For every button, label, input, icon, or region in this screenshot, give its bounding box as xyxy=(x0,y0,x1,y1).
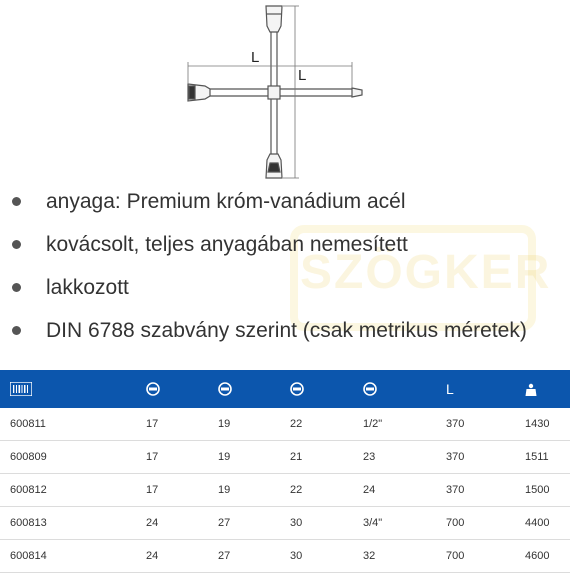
article-number-cell: 600814 xyxy=(10,550,47,562)
bullet-icon xyxy=(12,283,21,292)
length-header: L xyxy=(446,381,454,397)
table-cell: 30 xyxy=(290,517,303,529)
feature-item xyxy=(0,315,570,358)
article-number-cell: 600812 xyxy=(10,484,47,496)
article-number-cell: 600813 xyxy=(10,517,47,529)
table-cell: 370 xyxy=(446,451,465,463)
hex-socket-icon xyxy=(218,370,232,408)
table-cell: 27 xyxy=(218,517,231,529)
feature-text: kovácsolt, teljes anyagában nemesített xyxy=(46,233,408,256)
hex-socket-icon xyxy=(146,370,160,408)
hex-socket-icon xyxy=(290,370,304,408)
table-cell: 17 xyxy=(146,418,159,430)
weight-icon xyxy=(525,370,537,408)
table-cell: 22 xyxy=(290,418,303,430)
watermark-logo-text: SZÖGKER xyxy=(300,246,552,299)
cross-wrench-diagram xyxy=(0,0,570,180)
article-number-cell: 600809 xyxy=(10,451,47,463)
feature-text: lakkozott xyxy=(46,276,129,299)
table-cell: 19 xyxy=(218,484,231,496)
table-cell: 21 xyxy=(290,451,303,463)
barcode-icon xyxy=(10,370,32,408)
table-cell: 370 xyxy=(446,418,465,430)
dimension-label-vertical: L xyxy=(298,67,307,84)
bullet-icon xyxy=(12,240,21,249)
feature-item xyxy=(0,186,570,229)
table-row xyxy=(0,474,570,507)
table-cell: 24 xyxy=(146,517,159,529)
table-cell: 700 xyxy=(446,517,465,529)
feature-text: DIN 6788 szabvány szerint (csak metrikus méretek) xyxy=(46,319,527,342)
table-cell: 19 xyxy=(218,418,231,430)
feature-item xyxy=(0,272,570,315)
table-cell: 4400 xyxy=(525,517,550,529)
table-cell: 3/4" xyxy=(363,517,383,529)
feature-text: anyaga: Premium króm-vanádium acél xyxy=(46,190,406,213)
table-body xyxy=(0,408,570,573)
dimension-label-horizontal: L xyxy=(251,49,260,66)
feature-item xyxy=(0,229,570,272)
table-row xyxy=(0,441,570,474)
hex-socket-icon xyxy=(363,370,377,408)
table-cell: 22 xyxy=(290,484,303,496)
table-cell: 27 xyxy=(218,550,231,562)
bullet-icon xyxy=(12,197,21,206)
table-row xyxy=(0,408,570,441)
bullet-icon xyxy=(12,326,21,335)
table-cell: 24 xyxy=(363,484,376,496)
article-number-cell: 600811 xyxy=(10,418,46,430)
table-cell: 17 xyxy=(146,484,159,496)
table-row xyxy=(0,540,570,573)
table-cell: 1500 xyxy=(525,484,550,496)
table-cell: 24 xyxy=(146,550,159,562)
feature-list xyxy=(0,186,570,358)
table-cell: 1/2" xyxy=(363,418,383,430)
table-cell: 4600 xyxy=(525,550,550,562)
table-cell: 1430 xyxy=(525,418,550,430)
table-cell: 700 xyxy=(446,550,465,562)
table-cell: 1511 xyxy=(525,451,549,463)
table-cell: 32 xyxy=(363,550,376,562)
table-cell: 19 xyxy=(218,451,231,463)
table-cell: 30 xyxy=(290,550,303,562)
table-header xyxy=(0,370,570,408)
product-table xyxy=(0,370,570,573)
table-cell: 17 xyxy=(146,451,159,463)
table-cell: 23 xyxy=(363,451,376,463)
table-row xyxy=(0,507,570,540)
table-cell: 370 xyxy=(446,484,465,496)
